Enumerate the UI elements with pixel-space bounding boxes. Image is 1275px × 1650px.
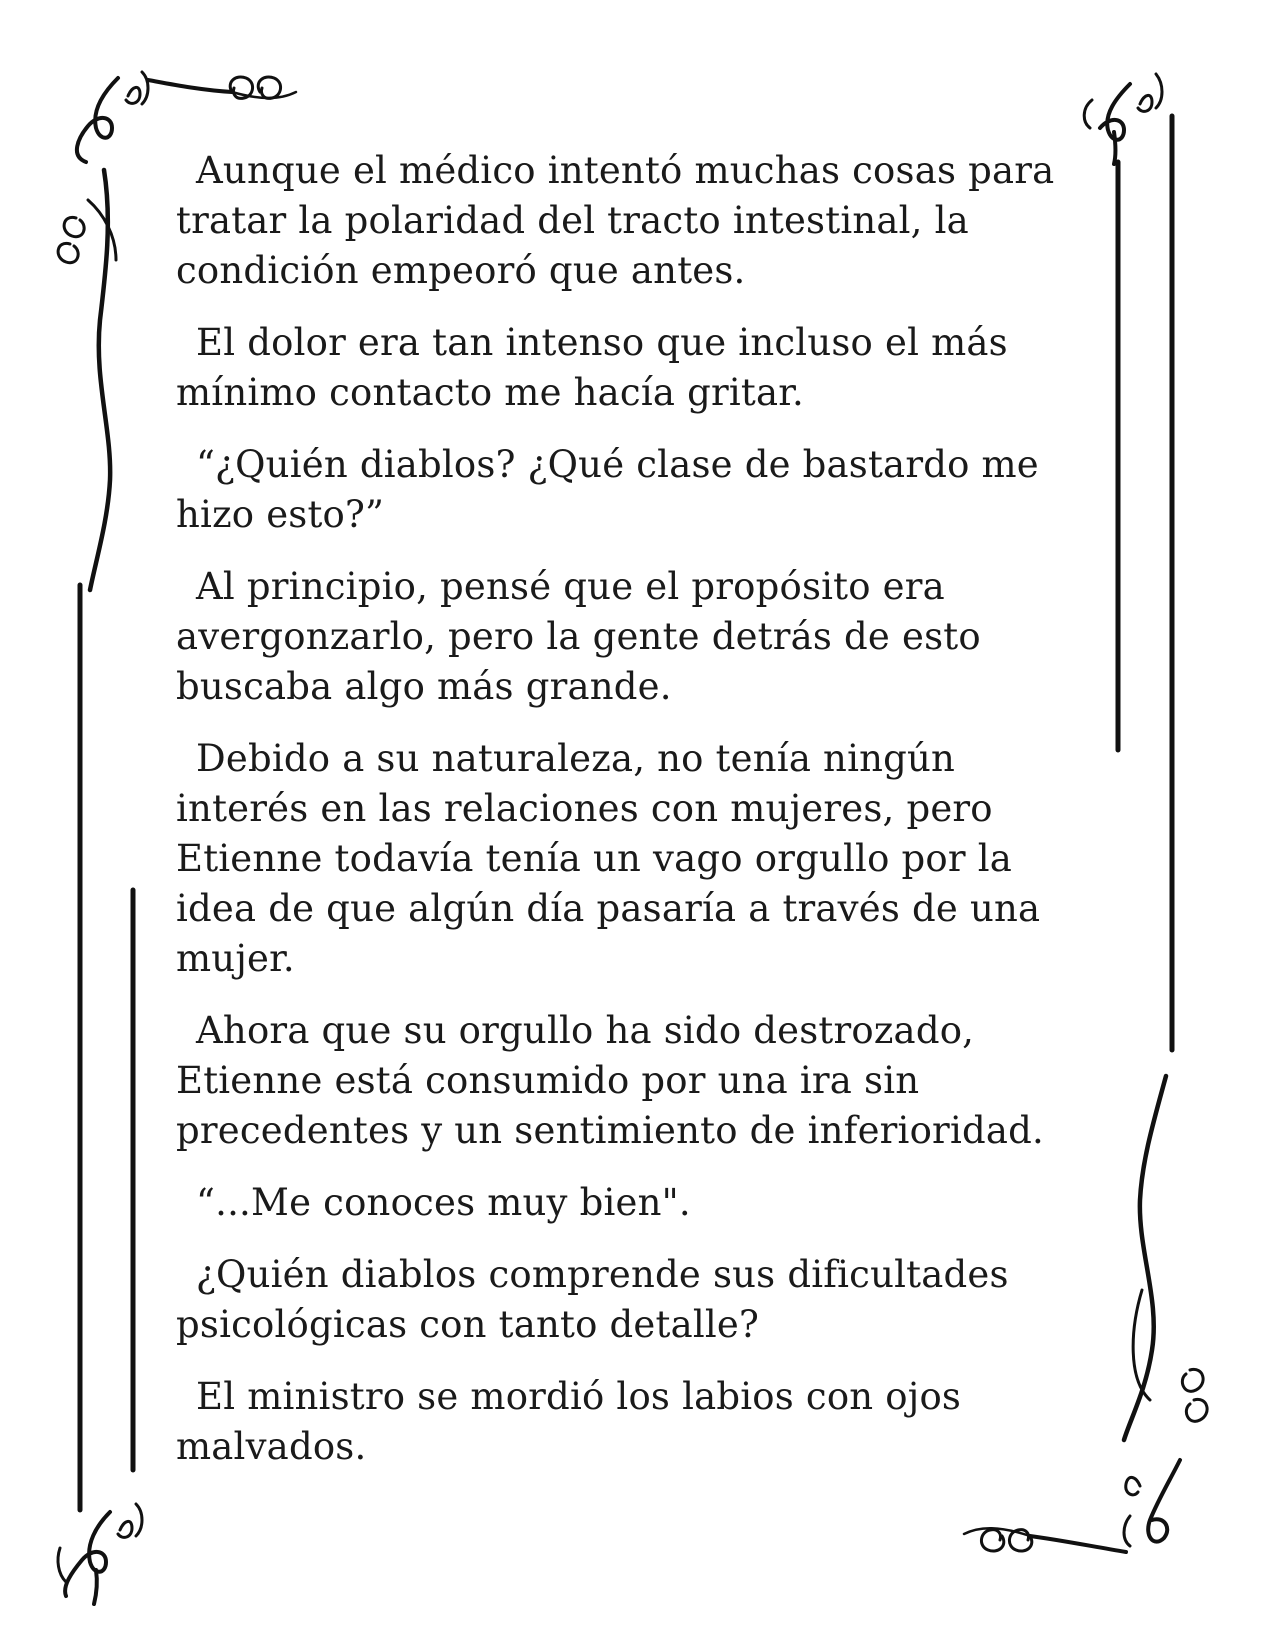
paragraph: Ahora que su orgullo ha sido destrozado, Etienne está consumido por una ira sin precedentes y un sentimiento de inferioridad.: [176, 1009, 1044, 1152]
paragraph: “¿Quién diablos? ¿Qué clase de bastardo me hizo esto?”: [176, 443, 1039, 536]
story-text: [176, 146, 1076, 1472]
flourish-top-right: [1084, 74, 1162, 164]
paragraph: “...Me conoces muy bien".: [196, 1181, 691, 1224]
paragraph: El ministro se mordió los labios con ojos malvados.: [176, 1375, 962, 1468]
flourish-bottom-left: [58, 1504, 142, 1604]
paragraph: El dolor era tan intenso que incluso el más mínimo contacto me hacía gritar.: [176, 321, 1008, 414]
paragraph: Aunque el médico intentó muchas cosas para tratar la polaridad del tracto intestinal, la condición empeoró que antes.: [176, 149, 1055, 292]
paragraph: Al principio, pensé que el propósito era avergonzarlo, pero la gente detrás de esto buscaba algo más grande.: [176, 565, 981, 708]
paragraph: Debido a su naturaleza, no tenía ningún interés en las relaciones con mujeres, pero Etienne todavía tenía un vago orgullo por la idea de que algún día pasaría a través de una mujer.: [176, 737, 1041, 980]
paragraph: ¿Quién diablos comprende sus dificultades psicológicas con tanto detalle?: [176, 1253, 1009, 1346]
